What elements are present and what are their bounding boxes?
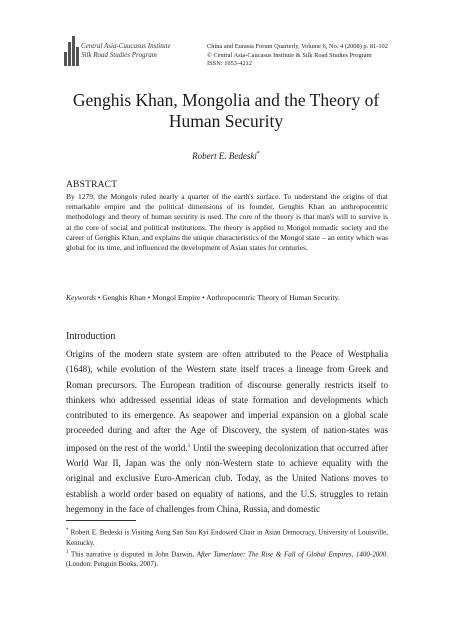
intro-text-part-2: Until the sweeping decolonization that occurred after World War II, Japan was the only non-Western state to achieve equality with the original and exclusive Euro-American club. Today, as the United Nations moves to establish a world order based on equality of nations, and the U.S. struggles to retain hegemony in the face of challenges from China, Russia, and domestic <box>66 442 388 514</box>
introduction-body <box>66 347 388 517</box>
journal-copyright: © Central Asia-Caucasus Institute & Silk Road Studies Program <box>207 51 372 59</box>
footnote-1-text: This narrative is disputed in John Darwin, <box>68 550 197 559</box>
title-line-1: Genghis Khan, Mongolia and the Theory of <box>72 90 380 110</box>
footnote-separator <box>66 520 136 521</box>
author-name: Robert E. Bedeski <box>192 151 257 161</box>
journal-citation: China and Eurasia Forum Quarterly, Volume 6, No. 4 (2008) p. 81-102 <box>207 43 388 50</box>
intro-text-part-1: Origins of the modern state system are often attributed to the Peace of Westphalia (1648), while evolution of the Western state itself traces a lineage from Greek and Roman precursors. The European tradition of discourse generally restricts itself to thinkers who addressed essential ideas of state formation and developments which contributed to its emergence. As seapower and imperial expansion on a global scale proceeded during and after the Age of Discovery, the system of nation-states was imposed on the rest of the world. <box>66 349 388 453</box>
institute-logo-mark-icon <box>64 36 78 66</box>
institute-logo-text <box>81 42 171 60</box>
footnote-1-publisher: . (London: Penguin Books, 2007). <box>66 550 388 569</box>
footnote-ref-1[interactable]: 1 <box>187 442 191 449</box>
author-footnote-mark[interactable]: * <box>256 151 260 157</box>
footnotes <box>66 526 388 569</box>
abstract-heading: ABSTRACT <box>66 180 118 190</box>
program-name: Silk Road Studies Program <box>81 51 157 59</box>
institute-logo <box>64 36 194 68</box>
footnote-author-mark: * <box>66 528 69 533</box>
footnote-1 <box>66 548 388 570</box>
abstract-text: By 1279, the Mongols ruled nearly a quarter of the earth's surface. To understand the origins of that remarkable empire and the political dimensions of its founder, Genghis Khan an anthropocentric methodology and theory of human security is used. The core of the theory is that man's will to survive is at the core of social and political institutions. The theory is applied to Mongol nomadic society and the career of Genghis Khan, and explains the unique characteristics of the Mongol state – an entity which was global for its time, and influenced the development of Asian states for centuries. <box>66 192 388 253</box>
footnote-author <box>66 526 388 548</box>
footnote-author-text: Robert E. Bedeski is Visiting Aung San Suu Kyi Endowed Chair in Asian Democracy, University of Louisville, Kentucky. <box>66 528 388 547</box>
title-line-2: Human Security <box>168 111 284 131</box>
journal-info <box>207 43 388 69</box>
author-byline <box>40 151 412 161</box>
paper-title <box>40 90 412 132</box>
keywords-list: • Genghis Khan • Mongol Empire • Anthropocentric Theory of Human Security. <box>95 293 340 302</box>
keywords <box>66 293 388 303</box>
footnote-1-book-title: After Tamerlane: The Rise & Fall of Global Empires, 1400-2000 <box>196 550 387 559</box>
keywords-label: Keywords <box>66 293 96 302</box>
introduction-heading: Introduction <box>66 331 116 342</box>
footnote-1-mark: 1 <box>66 549 69 555</box>
journal-issn: ISSN: 1653-4212 <box>207 60 252 68</box>
institute-name: Central Asia-Caucasus Institute <box>81 42 171 50</box>
